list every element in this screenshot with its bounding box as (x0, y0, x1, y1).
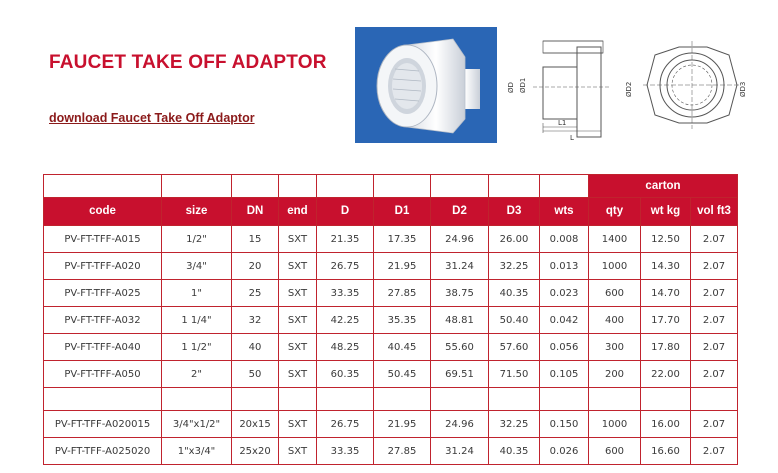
table-cell: 38.75 (431, 280, 489, 307)
label-d3: ØD3 (739, 81, 747, 97)
table-header-row (44, 198, 738, 226)
table-cell: 16.00 (641, 411, 691, 438)
table-cell: 25 (232, 280, 279, 307)
table-cell: 0.008 (540, 226, 589, 253)
column-header-11: vol ft3 (691, 198, 738, 226)
label-d: ØD (507, 82, 515, 93)
table-cell: 600 (589, 438, 641, 465)
table-cell: PV-FT-TFF-A040 (44, 334, 162, 361)
carton-header: carton (589, 175, 738, 198)
download-link[interactable]: download Faucet Take Off Adaptor (49, 111, 255, 125)
table-cell: 17.80 (641, 334, 691, 361)
page-title: FAUCET TAKE OFF ADAPTOR (49, 52, 327, 73)
table-cell: 1 1/4" (162, 307, 232, 334)
table-cell: SXT (279, 438, 317, 465)
table-cell: 0.105 (540, 361, 589, 388)
column-header-6: D2 (431, 198, 489, 226)
table-cell: 31.24 (431, 438, 489, 465)
table-cell: 15 (232, 226, 279, 253)
table-cell: 16.60 (641, 438, 691, 465)
table-row (44, 361, 738, 388)
table-cell: 21.35 (317, 226, 374, 253)
table-cell: 600 (589, 280, 641, 307)
table-spacer-row (44, 388, 738, 411)
table-cell: PV-FT-TFF-A025 (44, 280, 162, 307)
spec-table (43, 174, 738, 465)
table-cell: PV-FT-TFF-A032 (44, 307, 162, 334)
table-cell: 20x15 (232, 411, 279, 438)
table-cell: PV-FT-TFF-A050 (44, 361, 162, 388)
table-row (44, 226, 738, 253)
table-cell: 17.35 (374, 226, 431, 253)
table-cell: 42.25 (317, 307, 374, 334)
table-cell: 50 (232, 361, 279, 388)
table-cell: 60.35 (317, 361, 374, 388)
column-header-8: wts (540, 198, 589, 226)
table-cell: 40.35 (489, 438, 540, 465)
table-row (44, 253, 738, 280)
label-l: L (570, 134, 574, 142)
table-cell: 17.70 (641, 307, 691, 334)
table-cell: 1 1/2" (162, 334, 232, 361)
table-cell: SXT (279, 334, 317, 361)
table-cell: 1/2" (162, 226, 232, 253)
table-cell: 3/4"x1/2" (162, 411, 232, 438)
table-cell: 0.026 (540, 438, 589, 465)
table-cell: SXT (279, 253, 317, 280)
table-cell: 40.35 (489, 280, 540, 307)
column-header-7: D3 (489, 198, 540, 226)
table-cell: 300 (589, 334, 641, 361)
table-row (44, 438, 738, 465)
table-cell: 31.24 (431, 253, 489, 280)
table-cell: 69.51 (431, 361, 489, 388)
table-cell: 27.85 (374, 438, 431, 465)
column-header-9: qty (589, 198, 641, 226)
table-cell: 26.75 (317, 411, 374, 438)
table-cell: 2.07 (691, 307, 738, 334)
table-cell: SXT (279, 280, 317, 307)
table-cell: 22.00 (641, 361, 691, 388)
table-cell: 1000 (589, 253, 641, 280)
table-cell: 24.96 (431, 226, 489, 253)
table-header-group-row (44, 175, 738, 198)
table-cell: 20 (232, 253, 279, 280)
table-cell: SXT (279, 361, 317, 388)
column-header-5: D1 (374, 198, 431, 226)
table-cell: 2.07 (691, 361, 738, 388)
table-cell: 26.00 (489, 226, 540, 253)
table-cell: SXT (279, 226, 317, 253)
table-cell: 40 (232, 334, 279, 361)
table-cell: 40.45 (374, 334, 431, 361)
table-cell: 2.07 (691, 280, 738, 307)
table-cell: 1000 (589, 411, 641, 438)
table-cell: PV-FT-TFF-A025020 (44, 438, 162, 465)
table-cell: 50.40 (489, 307, 540, 334)
table-cell: 2" (162, 361, 232, 388)
table-cell: PV-FT-TFF-A020015 (44, 411, 162, 438)
table-cell: 21.95 (374, 253, 431, 280)
table-row (44, 411, 738, 438)
table-cell: 33.35 (317, 280, 374, 307)
table-cell: 12.50 (641, 226, 691, 253)
table-cell: 35.35 (374, 307, 431, 334)
table-cell: SXT (279, 411, 317, 438)
table-cell: 0.042 (540, 307, 589, 334)
table-cell: 1400 (589, 226, 641, 253)
table-cell: 2.07 (691, 334, 738, 361)
table-cell: 32.25 (489, 411, 540, 438)
table-cell: 3/4" (162, 253, 232, 280)
product-photo (355, 27, 497, 143)
table-cell: 14.70 (641, 280, 691, 307)
table-cell: 48.25 (317, 334, 374, 361)
table-cell: 2.07 (691, 438, 738, 465)
table-row (44, 334, 738, 361)
table-cell: 0.023 (540, 280, 589, 307)
table-cell: PV-FT-TFF-A020 (44, 253, 162, 280)
table-cell: 0.056 (540, 334, 589, 361)
column-header-1: size (162, 198, 232, 226)
table-cell: 0.150 (540, 411, 589, 438)
column-header-0: code (44, 198, 162, 226)
table-cell: 32 (232, 307, 279, 334)
table-cell: 400 (589, 307, 641, 334)
table-cell: 1" (162, 280, 232, 307)
table-row (44, 280, 738, 307)
column-header-3: end (279, 198, 317, 226)
label-d2: ØD2 (625, 81, 633, 97)
table-cell: 48.81 (431, 307, 489, 334)
table-cell: 33.35 (317, 438, 374, 465)
table-cell: 27.85 (374, 280, 431, 307)
label-d1: ØD1 (519, 77, 527, 93)
column-header-2: DN (232, 198, 279, 226)
table-cell: 2.07 (691, 253, 738, 280)
table-cell: 14.30 (641, 253, 691, 280)
table-cell: 1"x3/4" (162, 438, 232, 465)
table-cell: 24.96 (431, 411, 489, 438)
table-cell: 57.60 (489, 334, 540, 361)
table-cell: 2.07 (691, 411, 738, 438)
column-header-4: D (317, 198, 374, 226)
table-row (44, 307, 738, 334)
table-cell: 2.07 (691, 226, 738, 253)
label-l1: L1 (558, 119, 567, 127)
column-header-10: wt kg (641, 198, 691, 226)
table-cell: 200 (589, 361, 641, 388)
technical-drawing (503, 27, 749, 143)
table-cell: 50.45 (374, 361, 431, 388)
table-cell: 55.60 (431, 334, 489, 361)
table-cell: 32.25 (489, 253, 540, 280)
table-cell: 25x20 (232, 438, 279, 465)
table-cell: PV-FT-TFF-A015 (44, 226, 162, 253)
table-cell: 26.75 (317, 253, 374, 280)
table-cell: 71.50 (489, 361, 540, 388)
table-cell: 0.013 (540, 253, 589, 280)
table-cell: SXT (279, 307, 317, 334)
table-cell: 21.95 (374, 411, 431, 438)
